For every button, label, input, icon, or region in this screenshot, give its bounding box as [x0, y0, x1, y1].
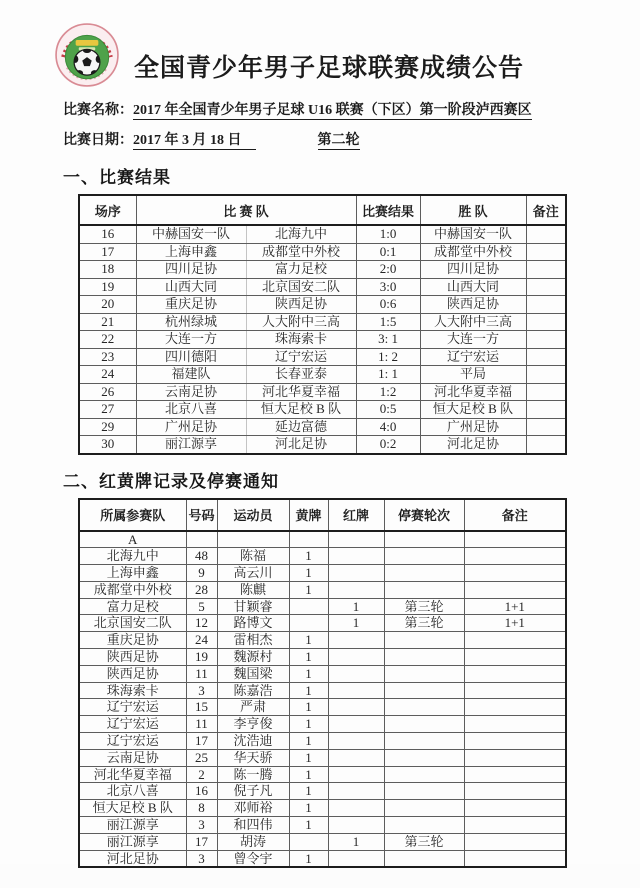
match-round-value: 第二轮 [317, 133, 360, 148]
cell-away: 延边富德 [246, 418, 356, 436]
cell-number: 11 [186, 665, 217, 682]
cell-winner: 平局 [420, 366, 526, 384]
cell-note [464, 682, 566, 699]
cell-red [328, 632, 384, 649]
cell-player: 沈浩迪 [217, 733, 289, 750]
header-player: 运动员 [217, 499, 289, 531]
cell-red [328, 682, 384, 699]
header-yellow-card: 黄牌 [289, 499, 328, 531]
cell-team: 陕西足协 [79, 665, 186, 682]
cell-yellow: 1 [289, 682, 328, 699]
cell-number: 12 [186, 615, 217, 632]
cell-note [464, 632, 566, 649]
match-date-line [63, 130, 640, 151]
table-row [79, 401, 566, 419]
cell-number: 24 [186, 632, 217, 649]
cell-score: 1:5 [356, 313, 420, 331]
cell-note [464, 649, 566, 666]
cell-suspension [384, 716, 464, 733]
cell-away: 长春亚泰 [246, 366, 356, 384]
cell-red [328, 548, 384, 565]
table-row [79, 366, 566, 384]
table-row [79, 225, 566, 243]
table-row [79, 331, 566, 349]
cell-yellow: 1 [289, 565, 328, 582]
cell-suspension [384, 682, 464, 699]
table-row [79, 348, 566, 366]
cell-number: 3 [186, 682, 217, 699]
cell-red [328, 581, 384, 598]
table-row [79, 733, 566, 750]
cell-team: 丽江源享 [79, 833, 186, 850]
cell-player: 魏源村 [217, 649, 289, 666]
cell-no: 29 [79, 418, 136, 436]
cell-home: 四川德阳 [136, 348, 246, 366]
cell-no: 23 [79, 348, 136, 366]
cell-suspension [384, 699, 464, 716]
cell-team: 恒大足校 B 队 [79, 800, 186, 817]
cell-player: 陈嘉浩 [217, 682, 289, 699]
cell-score: 4:0 [356, 418, 420, 436]
cell-winner: 广州足协 [420, 418, 526, 436]
table-row [79, 243, 566, 261]
header-number: 号码 [186, 499, 217, 531]
cell-note [464, 817, 566, 834]
cell-note [464, 749, 566, 766]
table-row [79, 531, 566, 548]
cell-home: 福建队 [136, 366, 246, 384]
cell-suspension [384, 665, 464, 682]
cell-score: 0:1 [356, 243, 420, 261]
cell-yellow: 1 [289, 548, 328, 565]
cell-team: 云南足协 [79, 749, 186, 766]
cell-player: 高云川 [217, 565, 289, 582]
cell-home: 广州足协 [136, 418, 246, 436]
cell-note [526, 296, 566, 314]
cell-number: 19 [186, 649, 217, 666]
header-teams: 比 赛 队 [136, 195, 356, 225]
header-suspension-round: 停赛轮次 [384, 499, 464, 531]
table-row [79, 261, 566, 279]
cell-player: 陈麒 [217, 581, 289, 598]
cell-note [464, 531, 566, 548]
match-name-line [63, 100, 640, 121]
cell-player: 雷相杰 [217, 632, 289, 649]
header-red-card: 红牌 [328, 499, 384, 531]
cell-team: 上海申鑫 [79, 565, 186, 582]
cell-home: 杭州绿城 [136, 313, 246, 331]
cell-number: 3 [186, 817, 217, 834]
cell-note: 1+1 [464, 598, 566, 615]
cell-number [186, 531, 217, 548]
cell-note [464, 565, 566, 582]
cell-yellow: 1 [289, 649, 328, 666]
cell-no: 26 [79, 383, 136, 401]
cell-red [328, 733, 384, 750]
cell-score: 2:0 [356, 261, 420, 279]
cell-player: 甘颖睿 [217, 598, 289, 615]
cell-suspension [384, 581, 464, 598]
cell-red [328, 649, 384, 666]
cell-team: 辽宁宏运 [79, 716, 186, 733]
header-winner: 胜 队 [420, 195, 526, 225]
cell-team: 陕西足协 [79, 649, 186, 666]
section2-heading: 二、红黄牌记录及停赛通知 [63, 471, 279, 491]
table-row [79, 278, 566, 296]
cell-yellow [289, 615, 328, 632]
cell-away: 陕西足协 [246, 296, 356, 314]
header-result: 比赛结果 [356, 195, 420, 225]
cell-home: 丽江源享 [136, 436, 246, 454]
table-row [79, 749, 566, 766]
cell-no: 16 [79, 225, 136, 243]
cell-note [526, 278, 566, 296]
cell-team: 辽宁宏运 [79, 699, 186, 716]
cell-note [526, 366, 566, 384]
cell-note [526, 313, 566, 331]
table-row [79, 313, 566, 331]
cell-yellow: 1 [289, 699, 328, 716]
cell-no: 21 [79, 313, 136, 331]
cell-red [328, 716, 384, 733]
cell-number: 11 [186, 716, 217, 733]
cell-player: 邓师裕 [217, 800, 289, 817]
cell-note [526, 331, 566, 349]
cell-note [526, 383, 566, 401]
cell-suspension [384, 531, 464, 548]
cell-player: 陈福 [217, 548, 289, 565]
cell-no: 17 [79, 243, 136, 261]
match-name-value: 2017 年全国青少年男子足球 U16 联赛（下区）第一阶段泸西赛区 [133, 103, 532, 118]
cell-no: 20 [79, 296, 136, 314]
cell-away: 北海九中 [246, 225, 356, 243]
cell-yellow: 1 [289, 766, 328, 783]
cell-player: 胡涛 [217, 833, 289, 850]
cell-away: 辽宁宏运 [246, 348, 356, 366]
cell-home: 中赫国安一队 [136, 225, 246, 243]
cell-no: 22 [79, 331, 136, 349]
cell-away: 珠海索卡 [246, 331, 356, 349]
cell-team: 北京八喜 [79, 783, 186, 800]
cell-note [464, 850, 566, 867]
cell-winner: 恒大足校 B 队 [420, 401, 526, 419]
cell-yellow [289, 598, 328, 615]
table-row [79, 615, 566, 632]
cell-team: 河北足协 [79, 850, 186, 867]
table-header-row [79, 499, 566, 531]
cell-note [526, 436, 566, 454]
cell-winner: 大连一方 [420, 331, 526, 349]
table-row [79, 716, 566, 733]
cell-note [464, 800, 566, 817]
cell-suspension [384, 733, 464, 750]
cell-red [328, 850, 384, 867]
cell-home: 上海申鑫 [136, 243, 246, 261]
cell-player: 曾令宇 [217, 850, 289, 867]
table-row [79, 383, 566, 401]
table-row [79, 581, 566, 598]
cell-player: 李亨俊 [217, 716, 289, 733]
cell-red [328, 531, 384, 548]
cell-player: 严肃 [217, 699, 289, 716]
cell-note [526, 225, 566, 243]
cell-score: 3: 1 [356, 331, 420, 349]
cell-note [464, 733, 566, 750]
cell-player: 魏国梁 [217, 665, 289, 682]
table-row [79, 632, 566, 649]
cell-player [217, 531, 289, 548]
table-row [79, 682, 566, 699]
table-row [79, 548, 566, 565]
cell-suspension [384, 632, 464, 649]
cell-score: 0:5 [356, 401, 420, 419]
header-match-no: 场序 [79, 195, 136, 225]
cell-winner: 山西大同 [420, 278, 526, 296]
cell-suspension [384, 800, 464, 817]
cell-suspension [384, 548, 464, 565]
table-header-row [79, 195, 566, 225]
cell-yellow: 1 [289, 783, 328, 800]
cell-team: 北京国安二队 [79, 615, 186, 632]
cell-red [328, 817, 384, 834]
table-row [79, 817, 566, 834]
cell-note [526, 348, 566, 366]
header-team: 所属参赛队 [79, 499, 186, 531]
cell-team: 北海九中 [79, 548, 186, 565]
cell-away: 恒大足校 B 队 [246, 401, 356, 419]
cell-yellow: 1 [289, 733, 328, 750]
cell-note: 1+1 [464, 615, 566, 632]
cell-away: 北京国安二队 [246, 278, 356, 296]
table-row [79, 436, 566, 454]
cell-suspension [384, 783, 464, 800]
cell-suspension [384, 817, 464, 834]
match-date-label: 比赛日期： [63, 133, 133, 148]
cell-number: 48 [186, 548, 217, 565]
cell-home: 四川足协 [136, 261, 246, 279]
cell-home: 大连一方 [136, 331, 246, 349]
cell-winner: 河北华夏幸福 [420, 383, 526, 401]
cell-red: 1 [328, 598, 384, 615]
cell-red: 1 [328, 833, 384, 850]
table-row [79, 800, 566, 817]
cell-red [328, 749, 384, 766]
cell-player: 华天骄 [217, 749, 289, 766]
table-row [79, 296, 566, 314]
cell-note [464, 783, 566, 800]
cell-yellow [289, 833, 328, 850]
cell-yellow: 1 [289, 800, 328, 817]
cell-note [464, 548, 566, 565]
cell-number: 9 [186, 565, 217, 582]
cell-team: 成都堂中外校 [79, 581, 186, 598]
cell-note [526, 401, 566, 419]
cell-away: 河北足协 [246, 436, 356, 454]
cell-note [526, 243, 566, 261]
page-title: 全国青少年男子足球联赛成绩公告 [133, 55, 524, 82]
cell-score: 1:0 [356, 225, 420, 243]
cell-number: 16 [186, 783, 217, 800]
cell-red [328, 699, 384, 716]
table-row [79, 418, 566, 436]
header-note: 备注 [526, 195, 566, 225]
cell-winner: 河北足协 [420, 436, 526, 454]
table-row [79, 649, 566, 666]
section1-heading: 一、比赛结果 [63, 168, 171, 187]
cell-home: 山西大同 [136, 278, 246, 296]
header-note: 备注 [464, 499, 566, 531]
cell-score: 1: 1 [356, 366, 420, 384]
cell-yellow: 1 [289, 581, 328, 598]
cell-winner: 四川足协 [420, 261, 526, 279]
cell-yellow: 1 [289, 632, 328, 649]
cell-no: 24 [79, 366, 136, 384]
cell-suspension [384, 565, 464, 582]
cell-note [526, 418, 566, 436]
cell-red [328, 665, 384, 682]
cell-note [464, 833, 566, 850]
cell-player: 和四伟 [217, 817, 289, 834]
table-row [79, 766, 566, 783]
cell-no: 30 [79, 436, 136, 454]
cell-note [464, 699, 566, 716]
cell-note [464, 716, 566, 733]
cards-suspension-table [78, 498, 567, 869]
cell-winner: 人大附中三高 [420, 313, 526, 331]
cell-red [328, 565, 384, 582]
table-row [79, 783, 566, 800]
league-emblem-icon [54, 22, 120, 88]
cell-suspension: 第三轮 [384, 615, 464, 632]
cell-team: 辽宁宏运 [79, 733, 186, 750]
cell-player: 路博文 [217, 615, 289, 632]
cell-number: 2 [186, 766, 217, 783]
cell-suspension [384, 749, 464, 766]
cell-home: 重庆足协 [136, 296, 246, 314]
cell-score: 3:0 [356, 278, 420, 296]
cell-team: A [79, 531, 186, 548]
cell-number: 15 [186, 699, 217, 716]
cell-number: 25 [186, 749, 217, 766]
cell-number: 5 [186, 598, 217, 615]
cell-away: 富力足校 [246, 261, 356, 279]
cell-note [464, 766, 566, 783]
cell-note [464, 581, 566, 598]
cell-home: 北京八喜 [136, 401, 246, 419]
cell-yellow: 1 [289, 665, 328, 682]
table-row [79, 833, 566, 850]
cell-red [328, 783, 384, 800]
cell-suspension: 第三轮 [384, 833, 464, 850]
cell-yellow: 1 [289, 817, 328, 834]
cell-suspension [384, 766, 464, 783]
cell-no: 19 [79, 278, 136, 296]
cell-number: 17 [186, 733, 217, 750]
cell-yellow [289, 531, 328, 548]
cell-away: 人大附中三高 [246, 313, 356, 331]
cell-score: 1: 2 [356, 348, 420, 366]
cell-yellow: 1 [289, 850, 328, 867]
cell-number: 3 [186, 850, 217, 867]
cell-no: 18 [79, 261, 136, 279]
cell-away: 成都堂中外校 [246, 243, 356, 261]
cell-away: 河北华夏幸福 [246, 383, 356, 401]
cell-team: 富力足校 [79, 598, 186, 615]
match-name-label: 比赛名称： [63, 103, 133, 118]
cell-suspension [384, 850, 464, 867]
cell-red: 1 [328, 615, 384, 632]
cell-number: 28 [186, 581, 217, 598]
cell-score: 1:2 [356, 383, 420, 401]
cell-winner: 中赫国安一队 [420, 225, 526, 243]
cell-team: 河北华夏幸福 [79, 766, 186, 783]
cell-note [464, 665, 566, 682]
cell-yellow: 1 [289, 749, 328, 766]
bottom-margin [0, 868, 640, 888]
cell-winner: 陕西足协 [420, 296, 526, 314]
table-row [79, 699, 566, 716]
table-row [79, 598, 566, 615]
match-results-table [78, 194, 567, 455]
cell-no: 27 [79, 401, 136, 419]
cell-suspension [384, 649, 464, 666]
cell-red [328, 766, 384, 783]
cell-yellow: 1 [289, 716, 328, 733]
cell-suspension: 第三轮 [384, 598, 464, 615]
cell-winner: 辽宁宏运 [420, 348, 526, 366]
table-row [79, 850, 566, 867]
cell-number: 8 [186, 800, 217, 817]
cell-red [328, 800, 384, 817]
table-row [79, 565, 566, 582]
match-date-value: 2017 年 3 月 18 日 [133, 133, 256, 150]
cell-player: 倪子凡 [217, 783, 289, 800]
cell-number: 17 [186, 833, 217, 850]
match-meta [63, 100, 640, 151]
cell-score: 0:6 [356, 296, 420, 314]
cell-team: 重庆足协 [79, 632, 186, 649]
table-row [79, 665, 566, 682]
cell-team: 珠海索卡 [79, 682, 186, 699]
cell-team: 丽江源享 [79, 817, 186, 834]
cell-player: 陈一腾 [217, 766, 289, 783]
cell-note [526, 261, 566, 279]
cell-home: 云南足协 [136, 383, 246, 401]
cell-score: 0:2 [356, 436, 420, 454]
cell-winner: 成都堂中外校 [420, 243, 526, 261]
